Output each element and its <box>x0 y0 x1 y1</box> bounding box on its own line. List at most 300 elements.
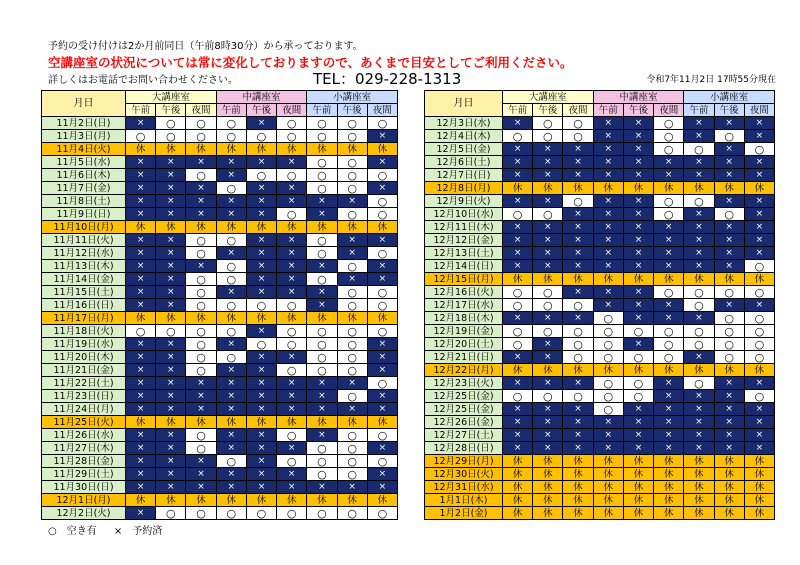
booked-slot: × <box>533 377 563 390</box>
contact-notice: 詳しくはお電話でお問い合わせください。 <box>48 75 238 86</box>
booked-slot: × <box>684 130 714 143</box>
period-morning-header: 午前 <box>503 104 533 117</box>
booked-slot: × <box>533 416 563 429</box>
closed-cell: 休 <box>623 494 653 507</box>
booked-slot: × <box>593 286 623 299</box>
available-slot: ○ <box>186 286 216 299</box>
closed-cell: 休 <box>563 182 593 195</box>
booked-slot: × <box>593 429 623 442</box>
booked-slot: × <box>156 195 186 208</box>
booked-slot: × <box>307 481 337 494</box>
date-cell: 12月10日(水) <box>425 208 503 221</box>
booked-slot: × <box>277 468 307 481</box>
booked-slot: × <box>156 481 186 494</box>
booked-slot: × <box>563 208 593 221</box>
available-slot: ○ <box>337 351 367 364</box>
available-slot: ○ <box>186 364 216 377</box>
booked-slot: × <box>156 247 186 260</box>
date-cell: 11月23日(日) <box>42 390 126 403</box>
booked-slot: × <box>156 234 186 247</box>
booked-slot: × <box>654 299 684 312</box>
available-slot: ○ <box>277 169 307 182</box>
booked-slot: × <box>593 195 623 208</box>
closed-cell: 休 <box>533 481 563 494</box>
available-slot: ○ <box>654 117 684 130</box>
available-slot: ○ <box>216 299 246 312</box>
closed-cell: 休 <box>684 364 714 377</box>
closed-cell: 休 <box>623 364 653 377</box>
available-slot: ○ <box>307 169 337 182</box>
closed-cell: 休 <box>654 481 684 494</box>
date-cell: 11月26日(水) <box>42 429 126 442</box>
available-slot: ○ <box>714 130 744 143</box>
booked-slot: × <box>623 143 653 156</box>
date-cell: 12月4日(木) <box>425 130 503 143</box>
booked-slot: × <box>503 260 533 273</box>
booked-slot: × <box>367 273 397 286</box>
closed-cell: 休 <box>277 143 307 156</box>
booked-slot: × <box>246 117 276 130</box>
closed-day-row <box>425 481 775 494</box>
booked-slot: × <box>623 442 653 455</box>
day-row <box>425 195 775 208</box>
booked-slot: × <box>156 260 186 273</box>
available-slot: ○ <box>277 208 307 221</box>
closed-cell: 休 <box>533 364 563 377</box>
closed-cell: 休 <box>246 416 276 429</box>
booked-slot: × <box>307 260 337 273</box>
available-slot: ○ <box>186 338 216 351</box>
booked-slot: × <box>563 286 593 299</box>
available-slot: ○ <box>337 286 367 299</box>
date-cell: 12月2日(火) <box>42 507 126 520</box>
date-cell: 12月31日(水) <box>425 481 503 494</box>
available-slot: ○ <box>307 117 337 130</box>
day-row <box>42 208 398 221</box>
day-row <box>42 234 398 247</box>
available-slot: ○ <box>593 325 623 338</box>
closed-cell: 休 <box>714 182 744 195</box>
booked-slot: × <box>246 247 276 260</box>
booked-slot: × <box>126 195 156 208</box>
available-slot: ○ <box>216 273 246 286</box>
booked-slot: × <box>246 468 276 481</box>
booked-slot: × <box>684 117 714 130</box>
booked-slot: × <box>246 260 276 273</box>
day-row <box>42 507 398 520</box>
closed-cell: 休 <box>654 455 684 468</box>
booked-slot: × <box>623 247 653 260</box>
available-slot: ○ <box>337 507 367 520</box>
booked-slot: × <box>156 455 186 468</box>
closed-cell: 休 <box>593 273 623 286</box>
booked-slot: × <box>307 299 337 312</box>
date-cell: 12月21日(日) <box>425 351 503 364</box>
available-slot: ○ <box>246 130 276 143</box>
available-slot: ○ <box>744 338 774 351</box>
date-cell: 11月22日(土) <box>42 377 126 390</box>
available-slot: ○ <box>714 286 744 299</box>
closed-cell: 休 <box>307 221 337 234</box>
period-afternoon-header: 午後 <box>623 104 653 117</box>
available-slot: ○ <box>563 195 593 208</box>
date-cell: 11月29日(土) <box>42 468 126 481</box>
date-header: 月日 <box>42 91 126 117</box>
available-slot: ○ <box>744 286 774 299</box>
closed-cell: 休 <box>563 364 593 377</box>
available-slot: ○ <box>126 325 156 338</box>
available-slot: ○ <box>533 325 563 338</box>
available-slot: ○ <box>367 299 397 312</box>
available-slot: ○ <box>277 325 307 338</box>
booked-slot: × <box>593 169 623 182</box>
date-cell: 12月18日(木) <box>425 312 503 325</box>
available-slot: ○ <box>744 260 774 273</box>
booked-slot: × <box>744 429 774 442</box>
booked-slot: × <box>126 286 156 299</box>
date-cell: 12月15日(月) <box>425 273 503 286</box>
date-cell: 12月17日(水) <box>425 299 503 312</box>
available-slot: ○ <box>623 351 653 364</box>
date-cell: 12月5日(金) <box>425 143 503 156</box>
available-slot: ○ <box>216 260 246 273</box>
closed-cell: 休 <box>216 221 246 234</box>
booked-slot: × <box>277 247 307 260</box>
available-slot: ○ <box>216 130 246 143</box>
booked-slot: × <box>714 117 744 130</box>
closed-cell: 休 <box>186 312 216 325</box>
closed-cell: 休 <box>744 364 774 377</box>
booked-slot: × <box>684 234 714 247</box>
closed-cell: 休 <box>744 182 774 195</box>
date-cell: 12月30日(火) <box>425 468 503 481</box>
booked-slot: × <box>126 338 156 351</box>
booked-slot: × <box>216 338 246 351</box>
available-slot: ○ <box>367 286 397 299</box>
booked-slot: × <box>593 221 623 234</box>
booked-slot: × <box>126 364 156 377</box>
closed-cell: 休 <box>684 455 714 468</box>
booked-slot: × <box>654 156 684 169</box>
closed-cell: 休 <box>593 481 623 494</box>
closed-cell: 休 <box>563 468 593 481</box>
booked-slot: × <box>337 234 367 247</box>
booked-slot: × <box>186 156 216 169</box>
closed-cell: 休 <box>744 507 774 520</box>
closed-day-row <box>42 416 398 429</box>
booked-slot: × <box>126 156 156 169</box>
closed-cell: 休 <box>714 507 744 520</box>
booked-slot: × <box>126 273 156 286</box>
period-evening-header: 夜間 <box>654 104 684 117</box>
small-room-header: 小講座室 <box>307 91 398 104</box>
booked-slot: × <box>367 182 397 195</box>
available-slot: ○ <box>744 351 774 364</box>
booked-slot: × <box>654 169 684 182</box>
available-slot: ○ <box>593 403 623 416</box>
booked-slot: × <box>156 364 186 377</box>
booked-slot: × <box>714 221 744 234</box>
closed-cell: 休 <box>216 416 246 429</box>
available-slot: ○ <box>216 507 246 520</box>
booked-slot: × <box>714 403 744 416</box>
closed-cell: 休 <box>563 455 593 468</box>
available-slot: ○ <box>337 130 367 143</box>
closed-cell: 休 <box>714 273 744 286</box>
date-cell: 11月2日(日) <box>42 117 126 130</box>
available-slot: ○ <box>246 507 276 520</box>
period-evening-header: 夜間 <box>563 104 593 117</box>
closed-cell: 休 <box>593 455 623 468</box>
booked-slot: × <box>623 130 653 143</box>
day-row <box>425 117 775 130</box>
day-row <box>42 195 398 208</box>
day-row <box>42 455 398 468</box>
closed-cell: 休 <box>246 143 276 156</box>
booked-slot: × <box>156 442 186 455</box>
booked-slot: × <box>654 403 684 416</box>
booked-slot: × <box>684 260 714 273</box>
closed-day-row <box>42 221 398 234</box>
available-slot: ○ <box>186 117 216 130</box>
booked-slot: × <box>246 325 276 338</box>
date-cell: 12月11日(木) <box>425 221 503 234</box>
closed-cell: 休 <box>367 143 397 156</box>
booked-slot: × <box>744 247 774 260</box>
booked-slot: × <box>277 390 307 403</box>
booked-slot: × <box>156 429 186 442</box>
closed-day-row <box>42 494 398 507</box>
booked-slot: × <box>503 377 533 390</box>
available-slot: ○ <box>684 377 714 390</box>
day-row <box>42 117 398 130</box>
available-slot: ○ <box>337 208 367 221</box>
booked-slot: × <box>503 156 533 169</box>
period-evening-header: 夜間 <box>277 104 307 117</box>
booked-slot: × <box>337 273 367 286</box>
booked-slot: × <box>623 234 653 247</box>
booked-slot: × <box>654 429 684 442</box>
day-row <box>42 338 398 351</box>
booked-slot: × <box>126 377 156 390</box>
date-cell: 12月1日(月) <box>42 494 126 507</box>
booked-slot: × <box>307 377 337 390</box>
available-slot: ○ <box>684 143 714 156</box>
available-slot: ○ <box>307 156 337 169</box>
closed-cell: 休 <box>503 468 533 481</box>
closed-cell: 休 <box>216 143 246 156</box>
period-evening-header: 夜間 <box>367 104 397 117</box>
booked-slot: × <box>277 286 307 299</box>
booked-slot: × <box>533 351 563 364</box>
booked-slot: × <box>714 169 744 182</box>
day-row <box>425 377 775 390</box>
booked-slot: × <box>623 117 653 130</box>
booked-slot: × <box>307 390 337 403</box>
booked-slot: × <box>246 429 276 442</box>
closed-cell: 休 <box>337 312 367 325</box>
period-afternoon-header: 午後 <box>533 104 563 117</box>
available-slot: ○ <box>503 390 533 403</box>
booked-slot: × <box>744 377 774 390</box>
booked-slot: × <box>684 221 714 234</box>
available-slot: ○ <box>563 130 593 143</box>
booked-slot: × <box>186 403 216 416</box>
closed-cell: 休 <box>277 221 307 234</box>
available-slot: ○ <box>533 117 563 130</box>
day-row <box>425 442 775 455</box>
available-slot: ○ <box>654 143 684 156</box>
closed-cell: 休 <box>307 143 337 156</box>
period-morning-header: 午前 <box>216 104 246 117</box>
date-cell: 12月27日(土) <box>425 429 503 442</box>
available-slot: ○ <box>684 286 714 299</box>
closed-day-row <box>425 468 775 481</box>
closed-cell: 休 <box>503 507 533 520</box>
booked-slot: × <box>714 416 744 429</box>
booked-slot: × <box>216 377 246 390</box>
booked-slot: × <box>337 247 367 260</box>
closed-cell: 休 <box>654 494 684 507</box>
booked-slot: × <box>277 273 307 286</box>
booked-slot: × <box>623 169 653 182</box>
closed-day-row <box>425 494 775 507</box>
date-cell: 11月7日(金) <box>42 182 126 195</box>
small-room-header: 小講座室 <box>684 91 775 104</box>
booked-slot: × <box>744 442 774 455</box>
day-row <box>42 169 398 182</box>
booked-slot: × <box>533 260 563 273</box>
booked-slot: × <box>714 390 744 403</box>
closed-cell: 休 <box>623 507 653 520</box>
available-slot: ○ <box>533 299 563 312</box>
closed-cell: 休 <box>277 312 307 325</box>
booked-slot: × <box>126 468 156 481</box>
booked-slot: × <box>216 442 246 455</box>
available-slot: ○ <box>277 364 307 377</box>
booked-slot: × <box>744 416 774 429</box>
date-cell: 12月19日(金) <box>425 325 503 338</box>
available-slot: ○ <box>156 325 186 338</box>
booked-slot: × <box>337 403 367 416</box>
booked-slot: × <box>126 455 156 468</box>
available-slot: ○ <box>337 338 367 351</box>
available-slot: ○ <box>654 325 684 338</box>
available-slot: ○ <box>337 156 367 169</box>
date-cell: 11月14日(金) <box>42 273 126 286</box>
closed-cell: 休 <box>563 494 593 507</box>
available-slot: ○ <box>367 169 397 182</box>
available-slot: ○ <box>684 338 714 351</box>
booked-slot: × <box>623 195 653 208</box>
day-row <box>425 429 775 442</box>
date-cell: 12月29日(月) <box>425 455 503 468</box>
available-slot: ○ <box>714 338 744 351</box>
closed-cell: 休 <box>503 273 533 286</box>
date-cell: 11月15日(土) <box>42 286 126 299</box>
available-slot: ○ <box>367 247 397 260</box>
closed-day-row <box>425 182 775 195</box>
closed-cell: 休 <box>126 221 156 234</box>
booked-slot: × <box>623 286 653 299</box>
available-slot: ○ <box>533 208 563 221</box>
booked-slot: × <box>503 195 533 208</box>
booked-slot: × <box>684 351 714 364</box>
booked-slot: × <box>246 390 276 403</box>
period-morning-header: 午前 <box>307 104 337 117</box>
booked-slot: × <box>593 234 623 247</box>
booked-slot: × <box>623 338 653 351</box>
available-slot: ○ <box>367 208 397 221</box>
booked-slot: × <box>186 481 216 494</box>
available-slot: ○ <box>654 195 684 208</box>
day-row <box>425 286 775 299</box>
medium-room-header: 中講座室 <box>593 91 684 104</box>
available-slot: ○ <box>367 325 397 338</box>
booked-slot: × <box>714 234 744 247</box>
period-afternoon-header: 午後 <box>246 104 276 117</box>
booked-slot: × <box>216 169 246 182</box>
phone-number: TEL：029-228-1313 <box>313 70 462 88</box>
booked-slot: × <box>307 286 337 299</box>
booked-slot: × <box>126 182 156 195</box>
closed-cell: 休 <box>503 481 533 494</box>
booked-slot: × <box>186 455 216 468</box>
booked-slot: × <box>593 130 623 143</box>
large-room-header: 大講座室 <box>503 91 594 104</box>
booked-slot: × <box>367 338 397 351</box>
closed-cell: 休 <box>623 455 653 468</box>
booked-slot: × <box>623 312 653 325</box>
booked-slot: × <box>503 117 533 130</box>
booked-slot: × <box>126 403 156 416</box>
booked-slot: × <box>246 442 276 455</box>
booked-slot: × <box>593 143 623 156</box>
booked-slot: × <box>654 416 684 429</box>
closed-cell: 休 <box>684 182 714 195</box>
closed-cell: 休 <box>623 182 653 195</box>
booked-slot: × <box>503 221 533 234</box>
booked-slot: × <box>367 390 397 403</box>
day-row <box>425 260 775 273</box>
booked-slot: × <box>126 208 156 221</box>
day-row <box>42 247 398 260</box>
closed-cell: 休 <box>623 481 653 494</box>
closed-cell: 休 <box>744 455 774 468</box>
closed-day-row <box>42 143 398 156</box>
booked-slot: × <box>156 351 186 364</box>
closed-cell: 休 <box>246 221 276 234</box>
booked-slot: × <box>593 260 623 273</box>
available-slot: ○ <box>277 117 307 130</box>
available-slot: ○ <box>186 234 216 247</box>
booked-slot: × <box>533 247 563 260</box>
available-slot: ○ <box>216 117 246 130</box>
booked-slot: × <box>337 377 367 390</box>
available-slot: ○ <box>337 390 367 403</box>
booked-slot: × <box>186 195 216 208</box>
closed-cell: 休 <box>156 494 186 507</box>
booked-slot: × <box>126 351 156 364</box>
closed-cell: 休 <box>216 312 246 325</box>
booked-slot: × <box>533 429 563 442</box>
booked-slot: × <box>503 403 533 416</box>
day-row <box>42 182 398 195</box>
booked-slot: × <box>277 377 307 390</box>
day-row <box>425 208 775 221</box>
booked-slot: × <box>367 156 397 169</box>
date-cell: 11月12日(水) <box>42 247 126 260</box>
